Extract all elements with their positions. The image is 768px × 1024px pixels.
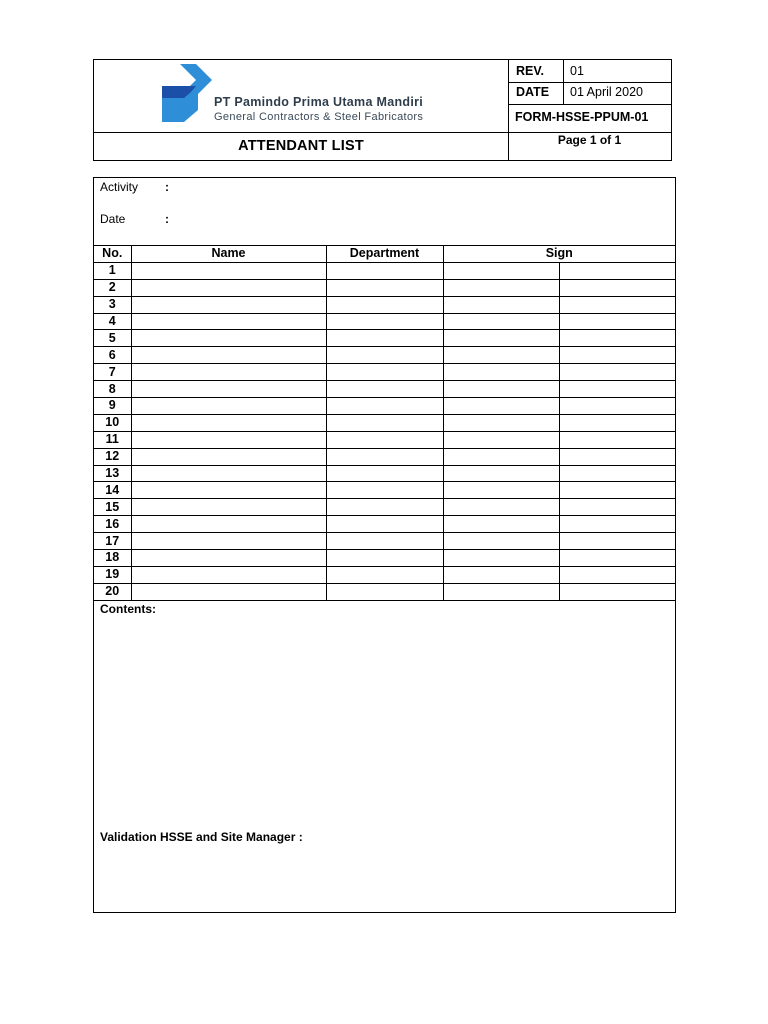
name-cell[interactable] — [131, 296, 326, 313]
row-number: 20 — [94, 583, 131, 600]
sign-cell[interactable] — [559, 448, 675, 465]
header-name: Name — [131, 246, 326, 263]
sign-cell[interactable] — [443, 583, 559, 600]
sign-cell[interactable] — [559, 330, 675, 347]
name-cell[interactable] — [131, 330, 326, 347]
row-number: 11 — [94, 431, 131, 448]
date-field-colon: : — [165, 212, 169, 226]
attendance-table — [94, 245, 675, 601]
sign-cell[interactable] — [443, 381, 559, 398]
sign-cell[interactable] — [559, 465, 675, 482]
department-cell[interactable] — [326, 262, 443, 279]
sign-cell[interactable] — [559, 398, 675, 415]
sign-cell[interactable] — [443, 499, 559, 516]
sign-cell[interactable] — [443, 296, 559, 313]
name-cell[interactable] — [131, 262, 326, 279]
sign-cell[interactable] — [559, 550, 675, 567]
sign-cell[interactable] — [559, 482, 675, 499]
table-row — [94, 550, 675, 567]
name-cell[interactable] — [131, 482, 326, 499]
name-cell[interactable] — [131, 431, 326, 448]
sign-cell[interactable] — [559, 583, 675, 600]
table-row — [94, 533, 675, 550]
sign-cell[interactable] — [443, 414, 559, 431]
table-header-row — [94, 246, 675, 263]
form-code: FORM-HSSE-PPUM-01 — [515, 110, 649, 124]
department-cell[interactable] — [326, 330, 443, 347]
rev-label: REV. — [516, 64, 545, 78]
name-cell[interactable] — [131, 364, 326, 381]
validation-label: Validation HSSE and Site Manager : — [100, 830, 303, 844]
row-number: 18 — [94, 550, 131, 567]
table-row — [94, 364, 675, 381]
row-number: 3 — [94, 296, 131, 313]
department-cell[interactable] — [326, 296, 443, 313]
name-cell[interactable] — [131, 550, 326, 567]
row-number: 10 — [94, 414, 131, 431]
row-number: 15 — [94, 499, 131, 516]
sign-cell[interactable] — [443, 279, 559, 296]
department-cell[interactable] — [326, 448, 443, 465]
row-number: 14 — [94, 482, 131, 499]
sign-cell[interactable] — [559, 566, 675, 583]
date-field-label: Date — [100, 212, 126, 226]
activity-colon: : — [165, 180, 169, 194]
name-cell[interactable] — [131, 583, 326, 600]
company-logo-icon — [160, 64, 216, 124]
table-row — [94, 330, 675, 347]
table-row — [94, 262, 675, 279]
page-indicator: Page 1 of 1 — [557, 133, 622, 147]
date-value: 01 April 2020 — [570, 85, 643, 99]
table-row — [94, 347, 675, 364]
sign-cell[interactable] — [443, 330, 559, 347]
header-sign: Sign — [443, 246, 675, 263]
row-number: 13 — [94, 465, 131, 482]
row-number: 12 — [94, 448, 131, 465]
table-row — [94, 465, 675, 482]
table-row — [94, 313, 675, 330]
sign-cell[interactable] — [559, 381, 675, 398]
sign-cell[interactable] — [443, 398, 559, 415]
department-cell[interactable] — [326, 347, 443, 364]
row-number: 19 — [94, 566, 131, 583]
attendance-form — [93, 177, 676, 913]
name-cell[interactable] — [131, 516, 326, 533]
department-cell[interactable] — [326, 398, 443, 415]
sign-cell[interactable] — [443, 566, 559, 583]
name-cell[interactable] — [131, 381, 326, 398]
row-number: 9 — [94, 398, 131, 415]
sign-cell[interactable] — [443, 516, 559, 533]
row-number: 8 — [94, 381, 131, 398]
header-no: No. — [94, 246, 131, 263]
name-cell[interactable] — [131, 414, 326, 431]
sign-cell[interactable] — [559, 533, 675, 550]
sign-cell[interactable] — [443, 448, 559, 465]
row-number: 17 — [94, 533, 131, 550]
table-row — [94, 499, 675, 516]
sign-cell[interactable] — [443, 364, 559, 381]
meta-divider — [508, 82, 671, 83]
row-number: 7 — [94, 364, 131, 381]
department-cell[interactable] — [326, 499, 443, 516]
department-cell[interactable] — [326, 414, 443, 431]
table-row — [94, 279, 675, 296]
meta-divider — [508, 104, 671, 105]
contents-label: Contents: — [100, 602, 156, 616]
sign-cell[interactable] — [559, 296, 675, 313]
table-body — [94, 262, 675, 600]
table-row — [94, 414, 675, 431]
department-cell[interactable] — [326, 583, 443, 600]
sign-cell[interactable] — [559, 431, 675, 448]
row-number: 5 — [94, 330, 131, 347]
sign-cell[interactable] — [559, 262, 675, 279]
name-cell[interactable] — [131, 398, 326, 415]
table-row — [94, 566, 675, 583]
header-department: Department — [326, 246, 443, 263]
table-row — [94, 516, 675, 533]
table-row — [94, 431, 675, 448]
sign-cell[interactable] — [443, 431, 559, 448]
row-number: 2 — [94, 279, 131, 296]
document-title: ATTENDANT LIST — [238, 138, 364, 154]
table-row — [94, 381, 675, 398]
row-number: 4 — [94, 313, 131, 330]
name-cell[interactable] — [131, 347, 326, 364]
sign-cell[interactable] — [443, 533, 559, 550]
table-row — [94, 448, 675, 465]
rev-value: 01 — [570, 64, 584, 78]
department-cell[interactable] — [326, 465, 443, 482]
sign-cell[interactable] — [443, 347, 559, 364]
sign-cell[interactable] — [443, 482, 559, 499]
company-name: PT Pamindo Prima Utama Mandiri — [214, 95, 424, 109]
table-row — [94, 583, 675, 600]
name-cell[interactable] — [131, 313, 326, 330]
department-cell[interactable] — [326, 516, 443, 533]
department-cell[interactable] — [326, 533, 443, 550]
sign-cell[interactable] — [559, 364, 675, 381]
department-cell[interactable] — [326, 279, 443, 296]
company-tagline: General Contractors & Steel Fabricators — [214, 111, 424, 123]
table-row — [94, 398, 675, 415]
table-row — [94, 482, 675, 499]
name-cell[interactable] — [131, 465, 326, 482]
name-cell[interactable] — [131, 499, 326, 516]
document-header — [93, 59, 672, 161]
header-divider — [94, 132, 508, 133]
name-cell[interactable] — [131, 533, 326, 550]
department-cell[interactable] — [326, 381, 443, 398]
table-row — [94, 296, 675, 313]
name-cell[interactable] — [131, 279, 326, 296]
department-cell[interactable] — [326, 566, 443, 583]
sign-cell[interactable] — [559, 313, 675, 330]
sign-cell[interactable] — [559, 499, 675, 516]
sign-cell[interactable] — [559, 414, 675, 431]
department-cell[interactable] — [326, 364, 443, 381]
department-cell[interactable] — [326, 482, 443, 499]
row-number: 1 — [94, 262, 131, 279]
name-cell[interactable] — [131, 566, 326, 583]
sign-cell[interactable] — [559, 516, 675, 533]
date-label: DATE — [516, 85, 550, 99]
activity-label: Activity — [100, 180, 139, 194]
sign-cell[interactable] — [443, 262, 559, 279]
department-cell[interactable] — [326, 313, 443, 330]
sign-cell[interactable] — [559, 347, 675, 364]
department-cell[interactable] — [326, 431, 443, 448]
row-number: 16 — [94, 516, 131, 533]
department-cell[interactable] — [326, 550, 443, 567]
sign-cell[interactable] — [443, 550, 559, 567]
sign-cell[interactable] — [443, 313, 559, 330]
row-number: 6 — [94, 347, 131, 364]
sign-cell[interactable] — [443, 465, 559, 482]
sign-cell[interactable] — [559, 279, 675, 296]
name-cell[interactable] — [131, 448, 326, 465]
